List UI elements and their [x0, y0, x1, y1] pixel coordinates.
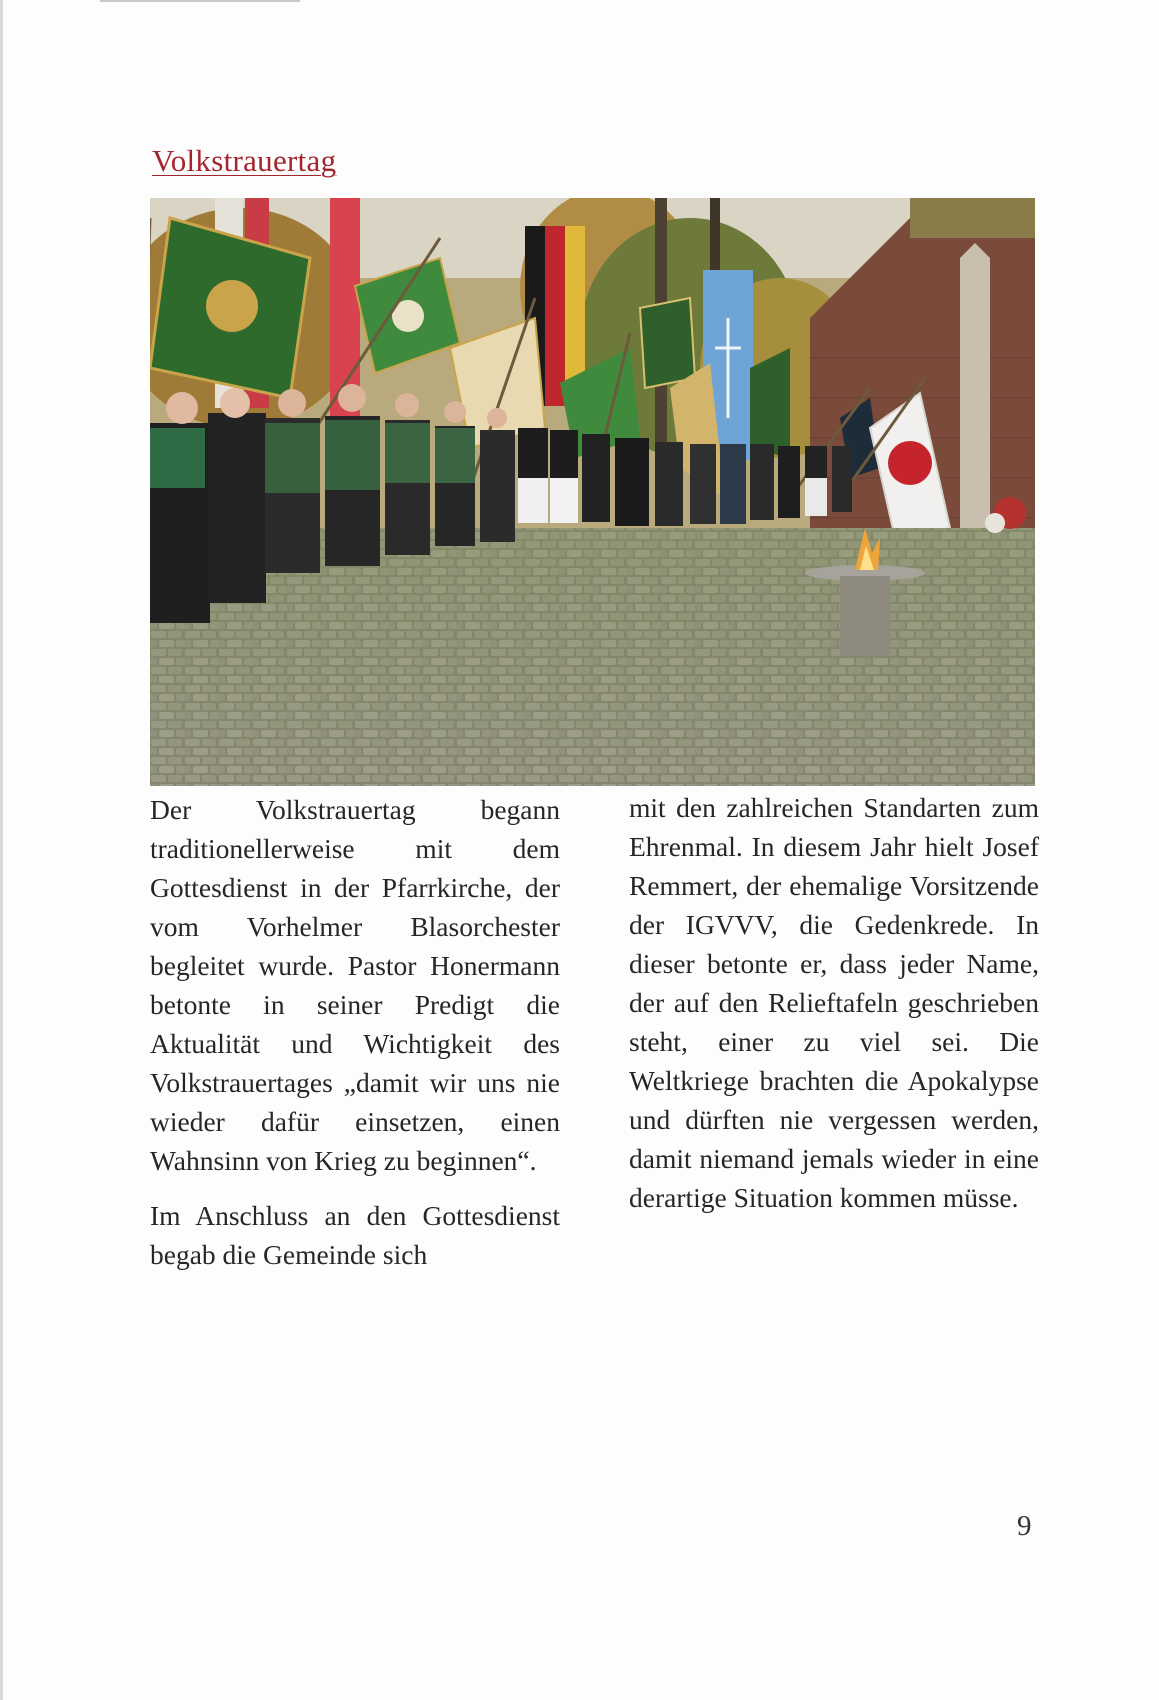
page-number: 9	[1017, 1510, 1032, 1542]
paragraph: mit den zahlreichen Standarten zum Ehrenmal. In diesem Jahr hielt Josef Remmert, der ehemalige Vorsitzende der IGVVV, die Gedenkrede. In dieser betonte er, dass jeder Name, der auf den Relieftafeln geschrieben steht, einer zu viel sei. Die Weltkriege brachten die Apokalypse und dürften nie vergessen werden, damit niemand jemals wieder in eine derartige Situation kommen müsse.	[629, 792, 1039, 1213]
ceremony-photo	[150, 198, 1035, 786]
text-column-right	[629, 788, 1039, 1233]
text-column-left	[150, 790, 560, 1290]
page-title: Volkstrauertag	[152, 143, 337, 178]
scan-edge	[0, 0, 3, 1700]
paragraph: Im Anschluss an den Gottesdienst begab die Gemeinde sich	[150, 1200, 560, 1270]
top-rule	[100, 0, 300, 2]
paragraph: Der Volkstrauertag begann traditionellerweise mit dem Gottesdienst in der Pfarrkirche, der vom Vorhelmer Blasorchester begleitet wurde. Pastor Honermann betonte in seiner Predigt die Aktualität und Wichtigkeit des Volkstrauertages „damit wir uns nie wieder dafür einsetzen, einen Wahnsinn von Krieg zu beginnen“.	[150, 794, 560, 1176]
